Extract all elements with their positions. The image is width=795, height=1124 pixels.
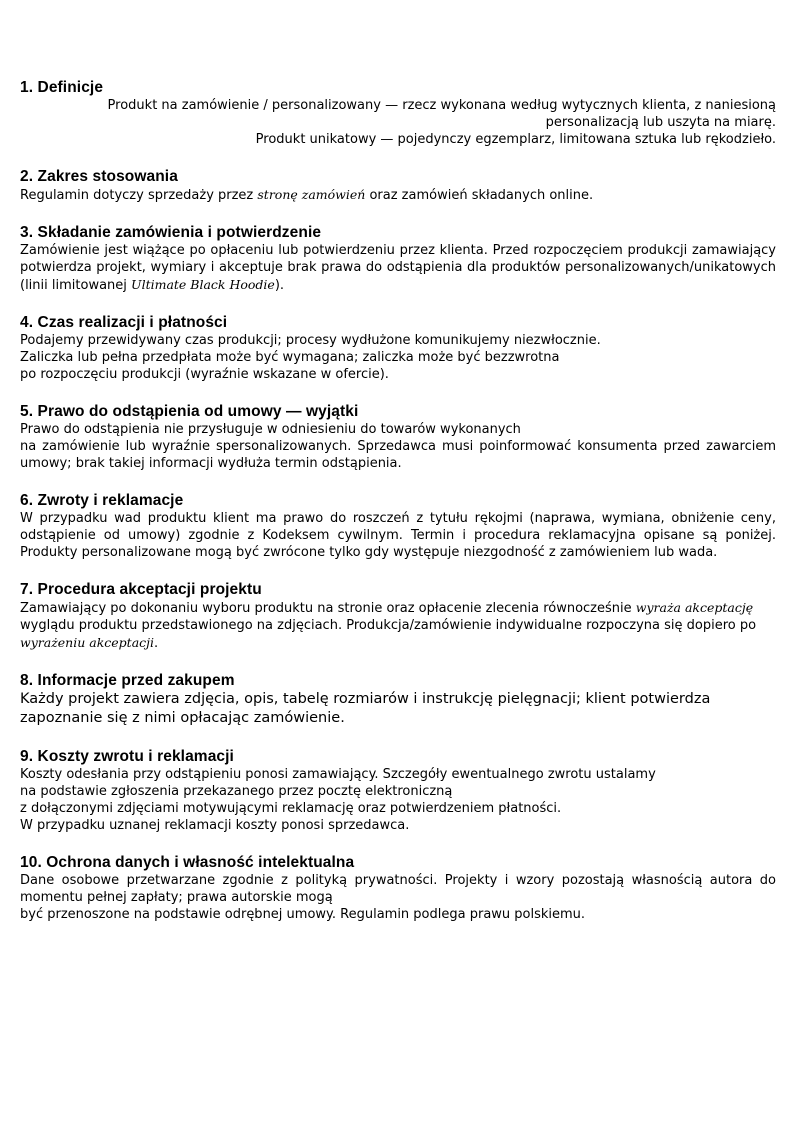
section-heading: 1. Definicje [20,79,104,96]
paragraph-line: Dane osobowe przetwarzane zgodnie z polityką prywatności. Projekty i wzory pozostają własnością autora do momentu pełnej zapłaty; prawa autorskie mogą [20,873,776,905]
italic-text-run: wyrażeniu akceptacji [20,635,155,650]
section-body [20,510,776,561]
section-returns-complaints [20,491,776,561]
section-heading: 8. Informacje przed zakupem [20,672,235,689]
text-run: . [154,636,159,651]
section-data-protection-ip [20,853,776,923]
italic-text-run: stronę zamówień [257,187,366,202]
section-body [20,599,776,652]
paragraph-line: na podstawie zgłoszenia przekazanego przez pocztę elektroniczną [20,784,453,799]
section-heading: 9. Koszty zwrotu i reklamacji [20,748,234,765]
section-heading: 10. Ochrona danych i własność intelektualna [20,854,355,871]
section-body [20,421,776,472]
section-project-acceptance [20,580,776,652]
text-run: wyglądu produktu przedstawionego na zdjęciach. Produkcja/zamówienie indywidualne rozpoczyna się dopiero po [20,618,757,633]
paragraph [20,242,776,294]
regulations-document [20,78,776,942]
text-run: Zamówienie jest wiążące po opłaceniu lub potwierdzeniu przez klienta. Przed rozpoczęciem produkcji zamawiający potwierdza projekt, wymiary i akceptuje brak prawa do odstąpienia dla produktów personalizowanych/unikatowych (linii limitowanej [20,243,776,293]
section-body [20,97,776,148]
paragraph-line: W przypadku uznanej reklamacji koszty ponosi sprzedawca. [20,818,410,833]
section-withdrawal-exceptions [20,402,776,472]
paragraph: Każdy projekt zawiera zdjęcia, opis, tabelę rozmiarów i instrukcję pielęgnacji; klient potwierdza zapoznanie się z nimi opłacając zamówienie. [20,691,711,726]
paragraph-line: na zamówienie lub wyraźnie spersonalizowanych. Sprzedawca musi poinformować konsumenta przed zawarciem umowy; brak takiej informacji wydłuża termin odstąpienia. [20,439,776,471]
section-heading: 3. Składanie zamówienia i potwierdzenie [20,224,322,241]
section-pre-purchase-info [20,671,776,728]
section-heading: 7. Procedura akceptacji projektu [20,581,262,598]
text-run: oraz zamówień składanych online. [365,188,594,203]
section-body [20,242,776,294]
section-ordering [20,223,776,294]
paragraph-line: Koszty odesłania przy odstąpieniu ponosi zamawiający. Szczegóły ewentualnego zwrotu ustalamy [20,767,656,782]
paragraph [20,599,776,652]
text-run: ). [274,278,285,293]
section-return-costs [20,747,776,834]
paragraph: Produkt unikatowy — pojedynczy egzemplarz, limitowana sztuka lub rękodzieło. [255,132,776,147]
section-heading: 6. Zwroty i reklamacje [20,492,184,509]
paragraph-line: z dołączonymi zdjęciami motywującymi reklamację oraz potwierdzeniem płatności. [20,801,562,816]
text-run: Regulamin dotyczy sprzedaży przez [20,188,258,203]
section-heading: 5. Prawo do odstąpienia od umowy — wyjątki [20,403,359,420]
paragraph [20,186,776,204]
section-lead-time-payments [20,313,776,383]
italic-text-run: Ultimate Black Hoodie [131,277,275,292]
paragraph: W przypadku wad produktu klient ma prawo do roszczeń z tytułu rękojmi (naprawa, wymiana, obniżenie ceny, odstąpienie od umowy) zgodnie z Kodeksem cywilnym. Termin i procedura reklamacyjna opisane są poniżej. Produkty personalizowane mogą być zwrócone tylko gdy występuje niezgodność z zamówieniem lub wada. [20,511,776,560]
text-run: Zamawiający po dokonaniu wyboru produktu na stronie oraz opłacenie zlecenia równocześnie [20,601,636,616]
section-scope [20,167,776,204]
section-definitions [20,78,776,148]
paragraph-line: Podajemy przewidywany czas produkcji; procesy wydłużone komunikujemy niezwłocznie. [20,333,601,348]
section-body [20,766,776,834]
section-body [20,872,776,923]
section-heading: 4. Czas realizacji i płatności [20,314,228,331]
paragraph: Produkt na zamówienie / personalizowany — rzecz wykonana według wytycznych klienta, z naniesioną personalizacją lub uszyta na miarę. [107,98,776,130]
paragraph-line: być przenoszone na podstawie odrębnej umowy. Regulamin podlega prawu polskiemu. [20,907,586,922]
section-body [20,690,776,728]
section-body [20,186,776,204]
paragraph-line: po rozpoczęciu produkcji (wyraźnie wskazane w ofercie). [20,367,389,382]
section-heading: 2. Zakres stosowania [20,168,178,185]
section-body [20,332,776,383]
paragraph-line: Prawo do odstąpienia nie przysługuje w odniesieniu do towarów wykonanych [20,422,521,437]
paragraph-line: Zaliczka lub pełna przedpłata może być wymagana; zaliczka może być bezzwrotna [20,350,560,365]
italic-text-run: wyraża akceptację [635,600,754,615]
